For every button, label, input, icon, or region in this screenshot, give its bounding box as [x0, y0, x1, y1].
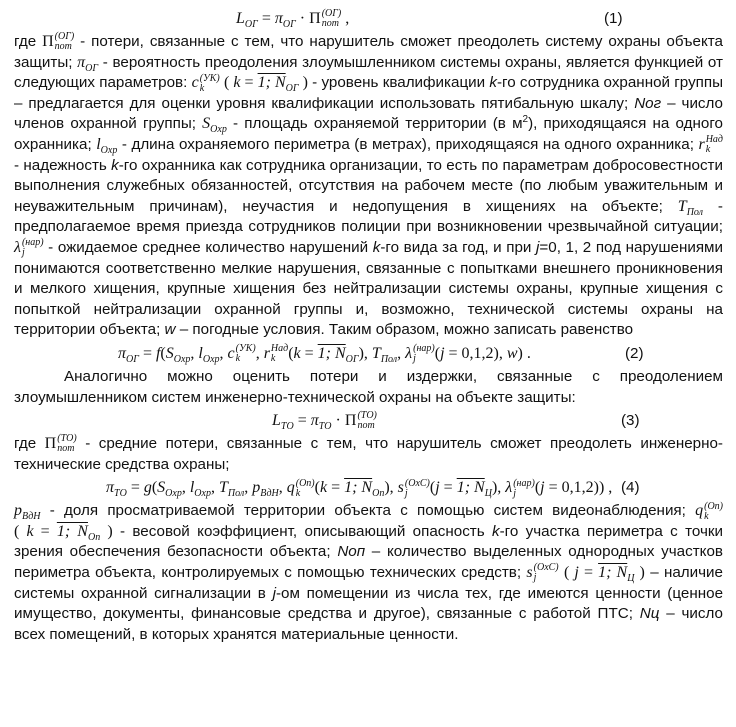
math-sup-sub: [706, 135, 723, 155]
math-symbol: T: [371, 344, 381, 362]
math-subscript: ОГ: [345, 354, 359, 366]
math-symbol: π: [118, 344, 127, 362]
text-run: -го сотрудника охранной группы – предлагается для оценки уровня квалификации использовать пятибальную шкалу;: [14, 74, 724, 112]
math-operator: ,: [190, 344, 199, 362]
math-expression: [698, 134, 723, 156]
math-superscript: (ТО): [357, 410, 377, 422]
math-expression: [236, 6, 349, 32]
math-subscript: k: [704, 510, 709, 522]
math-sup-sub: [200, 74, 220, 94]
math-symbol: λ: [405, 344, 413, 362]
math-expression: [14, 502, 41, 523]
math-symbol: p: [14, 502, 22, 520]
math-subscript: пот: [357, 420, 375, 432]
math-subscript: Охр: [194, 488, 211, 500]
math-subscript: Пол: [686, 206, 704, 218]
math-operator: · Π: [295, 10, 321, 27]
formula-3: [14, 408, 723, 434]
math-symbol: q: [695, 502, 704, 520]
math-sup-sub: [22, 238, 44, 258]
math-overline-range: 1; N: [317, 344, 346, 362]
math-operator: (: [534, 479, 541, 497]
math-operator: =: [33, 522, 57, 540]
formula-number: (1): [604, 10, 623, 27]
text-run: - доля просматриваемой территории объекта с помощью систем видеонаблюдения;: [40, 502, 696, 520]
italic-variable: j: [536, 238, 540, 256]
italic-variable: k: [372, 238, 381, 256]
math-symbol: k: [26, 522, 34, 540]
math-symbol: j: [574, 564, 579, 582]
text-run: - площадь охраняемой территории (в м: [226, 115, 523, 133]
math-operator: ,: [210, 479, 219, 497]
math-subscript: Охр: [173, 354, 191, 366]
math-operator: = 0,1,2),: [444, 344, 507, 362]
math-subscript: Оп: [372, 488, 385, 500]
math-subscript: Охр: [165, 488, 182, 500]
math-symbol: S: [165, 344, 174, 362]
math-operator: =: [327, 479, 345, 497]
math-sup-sub: [704, 502, 723, 522]
math-operator: (: [314, 479, 320, 497]
math-symbol: T: [218, 479, 228, 497]
formula-1: [14, 6, 723, 32]
math-subscript: k: [270, 353, 276, 365]
math-symbol: g: [143, 479, 152, 497]
document-body: [14, 6, 723, 645]
math-sup-sub: [534, 563, 559, 583]
math-subscript: Ц: [484, 488, 492, 500]
math-operator: =: [300, 344, 318, 362]
math-sup-sub: [296, 479, 315, 499]
math-superscript: (нар): [21, 237, 44, 249]
math-subscript: ОГ: [85, 62, 99, 74]
math-expression: [14, 237, 44, 259]
math-subscript: j: [533, 572, 537, 584]
math-subscript: Оп: [87, 532, 101, 544]
math-expression: [14, 522, 113, 544]
math-operator: ),: [491, 479, 506, 497]
math-superscript: Над: [705, 134, 723, 146]
text-run: где: [14, 33, 43, 50]
italic-variable: k: [492, 522, 500, 540]
math-operator: · Π: [331, 412, 357, 430]
math-operator: (: [160, 344, 166, 362]
text-run: – число всех помещений, в которых хранятся материальные ценности.: [14, 605, 723, 643]
math-sup-sub: [413, 344, 435, 364]
math-operator: =: [138, 344, 156, 362]
math-operator: (: [434, 344, 441, 362]
math-superscript: (Оп): [704, 500, 723, 512]
text-run: - длина охраняемого периметра (в метрах), приходящаяся на одного охранника;: [117, 135, 699, 153]
math-subscript: Пол: [380, 354, 398, 366]
math-sup-sub: [55, 32, 75, 52]
math-sup-sub: [357, 411, 376, 431]
math-operator: ),: [358, 344, 372, 362]
math-superscript: (ОГ): [54, 31, 75, 43]
math-subscript: пот: [57, 443, 75, 455]
formula-number: (4): [621, 479, 640, 497]
formula-number: (3): [621, 412, 640, 430]
math-symbol: S: [202, 115, 211, 133]
math-subscript: пот: [54, 41, 72, 53]
math-superscript: (ОхС): [533, 562, 559, 574]
math-superscript: (УК): [235, 343, 256, 355]
math-sup-sub: [236, 344, 256, 364]
math-superscript: (нар): [513, 477, 535, 489]
math-expression: [563, 564, 645, 585]
text-run: - потери, связанные с тем, что нарушитель сможет преодолеть систему охраны объекта защиты;: [14, 33, 723, 71]
math-expression: [77, 53, 99, 74]
math-symbol: π: [310, 412, 319, 430]
math-symbol: j: [540, 479, 545, 497]
math-symbol: λ: [505, 479, 513, 497]
math-subscript: j: [513, 487, 516, 499]
math-symbol: l: [96, 135, 101, 153]
math-expression: [42, 31, 75, 53]
math-operator: = 0,1,2)) ,: [544, 479, 613, 497]
math-symbol: s: [397, 479, 404, 497]
math-symbol: r: [263, 344, 270, 362]
math-sup-sub: [322, 9, 342, 29]
math-subscript: ВдН: [22, 511, 41, 523]
italic-variable: Nоп: [337, 543, 366, 561]
formula-number: (2): [625, 344, 644, 362]
math-symbol: c: [191, 74, 199, 92]
math-subscript: Ц: [627, 573, 635, 585]
text-run: -го вида за год, и при: [380, 238, 536, 256]
math-expression: [677, 197, 704, 218]
math-expression: [96, 135, 118, 157]
text-run: -ом помещении из числа тех, где имеются ценности (ценное имущество, документы, финансовые средства и другое), связанные с работой ПТС;: [14, 584, 724, 623]
math-operator: ),: [384, 479, 398, 497]
text-run: -го охранника как сотрудника организации, то есть по параметрам добросовестности выполнения служебных обязанностей, отсутствия на рабочем месте (по любым уважительным и неуважительным причинам), неучастия и недопущения в хищениях на объекте;: [14, 156, 723, 215]
math-operator: ,: [278, 479, 287, 497]
paragraph: [14, 501, 723, 645]
math-subscript: j: [404, 487, 408, 499]
math-expression: [272, 408, 377, 434]
math-superscript: (УК): [199, 72, 220, 84]
math-overline-range: 1; N: [598, 564, 628, 582]
math-overline-range: 1; N: [56, 522, 88, 540]
italic-variable: k: [111, 156, 119, 174]
math-operator: (: [14, 522, 27, 540]
italic-variable: Nц: [639, 605, 660, 623]
text-run: Аналогично можно оценить потери и издержки, связанные с преодолением злоумышленником систем инженерно-технической охраны на объекте защиты:: [14, 367, 723, 406]
math-symbol: r: [698, 135, 705, 153]
text-run: – погодные условия. Таким образом, можно записать равенство: [175, 321, 634, 339]
math-symbol: j: [440, 344, 445, 362]
math-expression: [224, 74, 308, 95]
superscript: 2: [522, 114, 529, 126]
math-subscript: k: [295, 487, 301, 499]
italic-variable: Nог: [634, 94, 662, 112]
text-run: ), приходящаяся на одного охранника;: [14, 115, 723, 153]
math-subscript: k: [705, 144, 711, 156]
math-symbol: T: [677, 197, 687, 215]
math-symbol: c: [227, 344, 235, 362]
text-run: - весовой коэффициент, описывающий опасность: [112, 522, 493, 540]
math-subscript: j: [21, 247, 25, 259]
text-run: - средние потери, связанные с тем, что нарушитель сможет преодолеть инженерно-технические средства охраны;: [14, 435, 723, 473]
text-run: =0, 1, 2 под нарушениями понимаются соответственно мелкие нарушения, связанные с попытками внешнего проникновения и мелкого хищения, крупные хищения без нейтрализации системы охраны, крупные хищения с попыткой нейтрализации охранной группы и, возможно, технической системы охраны на территории объекта;: [14, 238, 723, 339]
math-operator: ): [634, 564, 645, 582]
math-symbol: π: [274, 10, 283, 27]
math-symbol: L: [236, 10, 245, 27]
math-symbol: k: [233, 74, 241, 92]
math-expression: [118, 341, 531, 367]
math-operator: Π: [42, 33, 54, 50]
math-subscript: ОГ: [126, 354, 139, 366]
math-operator: ): [298, 74, 308, 92]
math-operator: ): [100, 522, 113, 540]
math-sup-sub: [57, 434, 76, 454]
math-expression: [106, 475, 612, 501]
math-symbol: j: [435, 479, 440, 497]
math-operator: =: [126, 479, 144, 497]
math-superscript: Над: [270, 343, 289, 355]
math-subscript: ТО: [114, 488, 127, 500]
math-operator: ) .: [517, 344, 531, 362]
math-symbol: π: [106, 479, 115, 497]
math-operator: ,: [341, 10, 350, 27]
math-symbol: w: [506, 344, 518, 362]
math-subscript: Пол: [227, 488, 245, 500]
math-subscript: ОГ: [244, 19, 258, 31]
paragraph: [14, 367, 723, 408]
math-symbol: k: [293, 344, 301, 362]
paragraph: [14, 32, 723, 341]
math-symbol: k: [319, 479, 328, 497]
math-subscript: ТО: [280, 421, 294, 433]
math-symbol: S: [157, 479, 166, 497]
math-subscript: k: [199, 82, 205, 94]
math-symbol: q: [286, 479, 295, 497]
math-subscript: ОГ: [282, 19, 296, 31]
math-sup-sub: [271, 344, 288, 364]
text-run: – количество выделенных однородных участков периметра объекта, контролируемых с помощью технических средств;: [14, 543, 723, 582]
italic-variable: k: [489, 74, 497, 92]
math-sup-sub: [513, 479, 535, 499]
math-operator: =: [578, 564, 599, 582]
math-operator: (: [429, 479, 436, 497]
math-expression: [526, 562, 559, 584]
text-run: - предполагаемое время приезда сотрудников полиции при возникновении чрезвычайной ситуации;: [14, 197, 723, 236]
math-subscript: ВдН: [260, 488, 279, 500]
paragraph: [14, 434, 723, 475]
math-overline-range: 1; N: [257, 74, 286, 92]
math-operator: (: [563, 564, 575, 582]
math-operator: ,: [219, 344, 228, 362]
math-operator: =: [293, 412, 311, 430]
math-expression: [44, 433, 77, 455]
math-subscript: Охр: [100, 145, 118, 157]
math-operator: =: [439, 479, 457, 497]
text-run: где: [14, 435, 45, 453]
text-run: - вероятность преодоления злоумышленником системы охраны, является функцией от следующих параметров:: [14, 53, 724, 92]
text-run: -го участка периметра с точки зрения обеспечения безопасности объекта;: [14, 522, 724, 561]
math-subscript: пот: [321, 18, 339, 30]
math-symbol: p: [252, 479, 261, 497]
math-operator: =: [240, 74, 258, 92]
math-symbol: L: [272, 412, 281, 430]
math-superscript: (Оп): [295, 477, 315, 489]
text-run: - ожидаемое среднее количество нарушений: [43, 238, 373, 256]
math-subscript: ТО: [318, 421, 332, 433]
text-run: – число членов охранной группы;: [14, 94, 724, 133]
formula-4: [14, 475, 723, 501]
math-operator: ,: [244, 479, 253, 497]
math-symbol: s: [526, 564, 533, 582]
math-overline-range: 1; N: [344, 479, 373, 497]
math-operator: (: [224, 74, 234, 92]
math-expression: [202, 115, 227, 136]
math-operator: (: [288, 344, 294, 362]
math-superscript: (ОГ): [321, 8, 342, 20]
math-superscript: (ОхС): [404, 477, 430, 489]
math-operator: ,: [181, 479, 190, 497]
math-expression: [191, 72, 220, 94]
text-run: - надежность: [14, 156, 112, 174]
math-sup-sub: [405, 479, 430, 499]
math-superscript: (нар): [413, 343, 435, 355]
math-subscript: k: [235, 353, 241, 365]
math-expression: [695, 500, 723, 522]
math-symbol: l: [198, 344, 203, 362]
math-overline-range: 1; N: [456, 479, 485, 497]
italic-variable: w: [164, 321, 176, 339]
math-operator: Π: [44, 435, 57, 453]
math-subscript: j: [413, 353, 416, 365]
text-run: – наличие системы охранной сигнализации в: [14, 564, 723, 602]
math-symbol: l: [189, 479, 195, 497]
text-run: - уровень квалификации: [307, 74, 490, 92]
math-superscript: (ТО): [57, 433, 77, 445]
math-operator: =: [257, 10, 275, 27]
math-symbol: λ: [14, 238, 21, 256]
math-symbol: π: [77, 53, 86, 71]
italic-variable: j: [272, 584, 276, 602]
math-operator: ,: [255, 344, 264, 362]
math-operator: (: [151, 479, 158, 497]
formula-2: [14, 341, 723, 367]
math-subscript: ОГ: [285, 83, 299, 95]
math-operator: ,: [397, 344, 406, 362]
math-symbol: f: [155, 344, 161, 362]
math-subscript: Охр: [202, 354, 220, 366]
math-subscript: Охр: [210, 124, 227, 136]
